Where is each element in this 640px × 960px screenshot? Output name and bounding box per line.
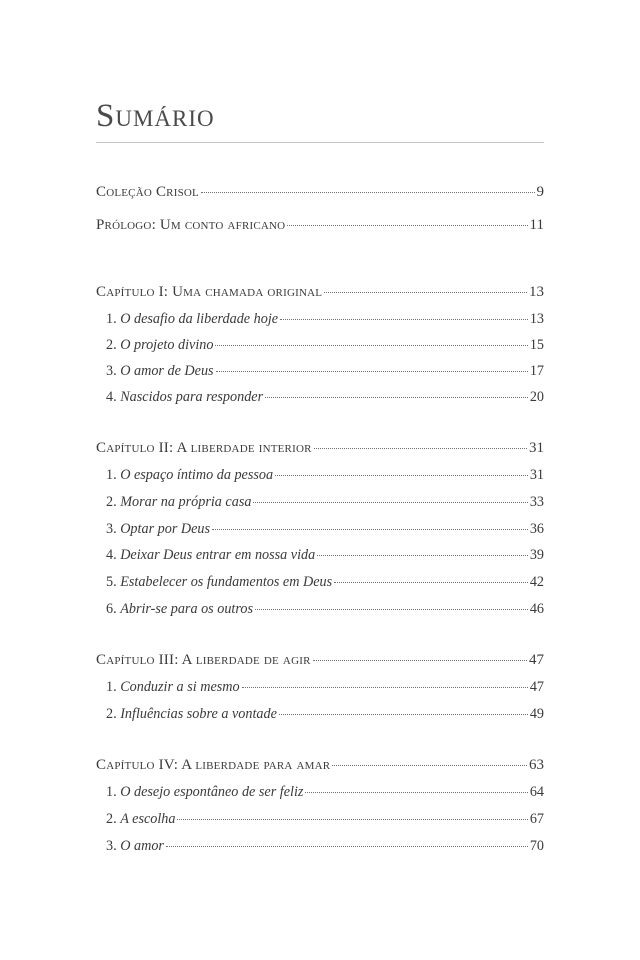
toc-item[interactable] (106, 521, 544, 538)
toc-item-title: O amor de Deus (120, 363, 214, 379)
toc-page-number: 36 (529, 521, 544, 537)
toc-item-number: 1. (106, 311, 117, 327)
toc-page-number: 31 (529, 440, 544, 456)
toc-item-title: O espaço íntimo da pessoa (120, 467, 274, 483)
toc-item-number: 5. (106, 574, 117, 590)
dot-leader (317, 555, 528, 556)
toc-item-number: 1. (106, 679, 117, 695)
toc-entry-colecao-crisol[interactable] (96, 184, 544, 201)
dot-leader (212, 529, 528, 530)
toc-item-title: O desejo espontâneo de ser feliz (120, 784, 304, 800)
dot-leader (166, 846, 528, 847)
dot-leader (305, 792, 527, 793)
toc-item-title: O projeto divino (120, 337, 214, 353)
toc-item[interactable] (106, 706, 544, 723)
title-divider (96, 142, 544, 143)
toc-item-title: Deixar Deus entrar em nossa vida (120, 547, 316, 563)
toc-item[interactable] (106, 389, 544, 406)
toc-item[interactable] (106, 574, 544, 591)
toc-page-number: 31 (529, 467, 544, 483)
toc-page-number: 20 (529, 389, 544, 405)
toc-item-number: 1. (106, 784, 117, 800)
toc-chapter-4[interactable] (96, 757, 544, 774)
toc-chapter-3[interactable] (96, 652, 544, 669)
toc-item-number: 2. (106, 706, 117, 722)
dot-leader (313, 660, 527, 661)
toc-item[interactable] (106, 784, 544, 801)
dot-leader (279, 714, 528, 715)
toc-item-title: Abrir-se para os outros (120, 601, 253, 617)
toc-page-number: 11 (529, 217, 544, 233)
dot-leader (287, 225, 527, 226)
toc-item[interactable] (106, 547, 544, 564)
dot-leader (253, 502, 527, 503)
dot-leader (324, 292, 527, 293)
toc-entry-prologo[interactable] (96, 217, 544, 234)
toc-item-number: 2. (106, 811, 117, 827)
dot-leader (216, 371, 528, 372)
toc-item-number: 4. (106, 547, 117, 563)
toc-page-number: 13 (529, 284, 544, 300)
toc-item[interactable] (106, 467, 544, 484)
toc-chapter-label: Capítulo II: A liberdade interior (96, 440, 312, 456)
toc-item[interactable] (106, 363, 544, 380)
dot-leader (334, 582, 528, 583)
toc-page-number: 9 (536, 184, 544, 200)
toc-page-number: 70 (529, 838, 544, 854)
toc-item-number: 1. (106, 467, 117, 483)
toc-item-title: O desafio da liberdade hoje (120, 311, 279, 327)
toc-item[interactable] (106, 679, 544, 696)
dot-leader (275, 475, 528, 476)
toc-item[interactable] (106, 601, 544, 618)
dot-leader (215, 345, 527, 346)
toc-item-number: 2. (106, 494, 117, 510)
toc-item-number: 4. (106, 389, 117, 405)
dot-leader (265, 397, 528, 398)
toc-page-number: 64 (529, 784, 544, 800)
toc-page-number: 47 (529, 679, 544, 695)
toc-item[interactable] (106, 337, 544, 354)
toc-item-number: 3. (106, 521, 117, 537)
toc-item-number: 6. (106, 601, 117, 617)
dot-leader (242, 687, 528, 688)
toc-chapter-label: Capítulo I: Uma chamada original (96, 284, 323, 300)
toc-label: Coleção Crisol (96, 184, 199, 200)
toc-chapter-2[interactable] (96, 440, 544, 457)
toc-page-number: 49 (529, 706, 544, 722)
toc-item[interactable] (106, 811, 544, 828)
toc-page-number: 33 (529, 494, 544, 510)
toc-page-number: 47 (529, 652, 544, 668)
toc-page-number: 67 (529, 811, 544, 827)
toc-item[interactable] (106, 311, 544, 328)
dot-leader (177, 819, 527, 820)
toc-chapter-label: Capítulo IV: A liberdade para amar (96, 757, 331, 773)
toc-item-title: Influências sobre a vontade (120, 706, 277, 722)
toc-item-title: Nascidos para responder (120, 389, 264, 405)
toc-label: Prólogo: Um conto africano (96, 217, 286, 233)
toc-item-title: Estabelecer os fundamentos em Deus (120, 574, 333, 590)
toc-item-number: 2. (106, 337, 117, 353)
dot-leader (332, 765, 527, 766)
toc-chapter-1[interactable] (96, 284, 544, 301)
toc-page-number: 46 (529, 601, 544, 617)
dot-leader (201, 192, 535, 193)
dot-leader (314, 448, 527, 449)
toc-item-title: Optar por Deus (120, 521, 211, 537)
toc-page-number: 15 (529, 337, 544, 353)
toc-page-number: 13 (529, 311, 544, 327)
page-title: Sumário (96, 98, 215, 134)
toc-item[interactable] (106, 494, 544, 511)
toc-item-title: Morar na própria casa (120, 494, 252, 510)
toc-item-number: 3. (106, 838, 117, 854)
toc-item[interactable] (106, 838, 544, 855)
dot-leader (255, 609, 528, 610)
toc-item-number: 3. (106, 363, 117, 379)
toc-item-title: O amor (120, 838, 164, 854)
toc-chapter-label: Capítulo III: A liberdade de agir (96, 652, 311, 668)
dot-leader (280, 319, 528, 320)
toc-page-number: 17 (529, 363, 544, 379)
toc-page-number: 39 (529, 547, 544, 563)
toc-item-title: Conduzir a si mesmo (120, 679, 240, 695)
toc-page-number: 42 (529, 574, 544, 590)
toc-page-number: 63 (529, 757, 544, 773)
toc-item-title: A escolha (120, 811, 176, 827)
